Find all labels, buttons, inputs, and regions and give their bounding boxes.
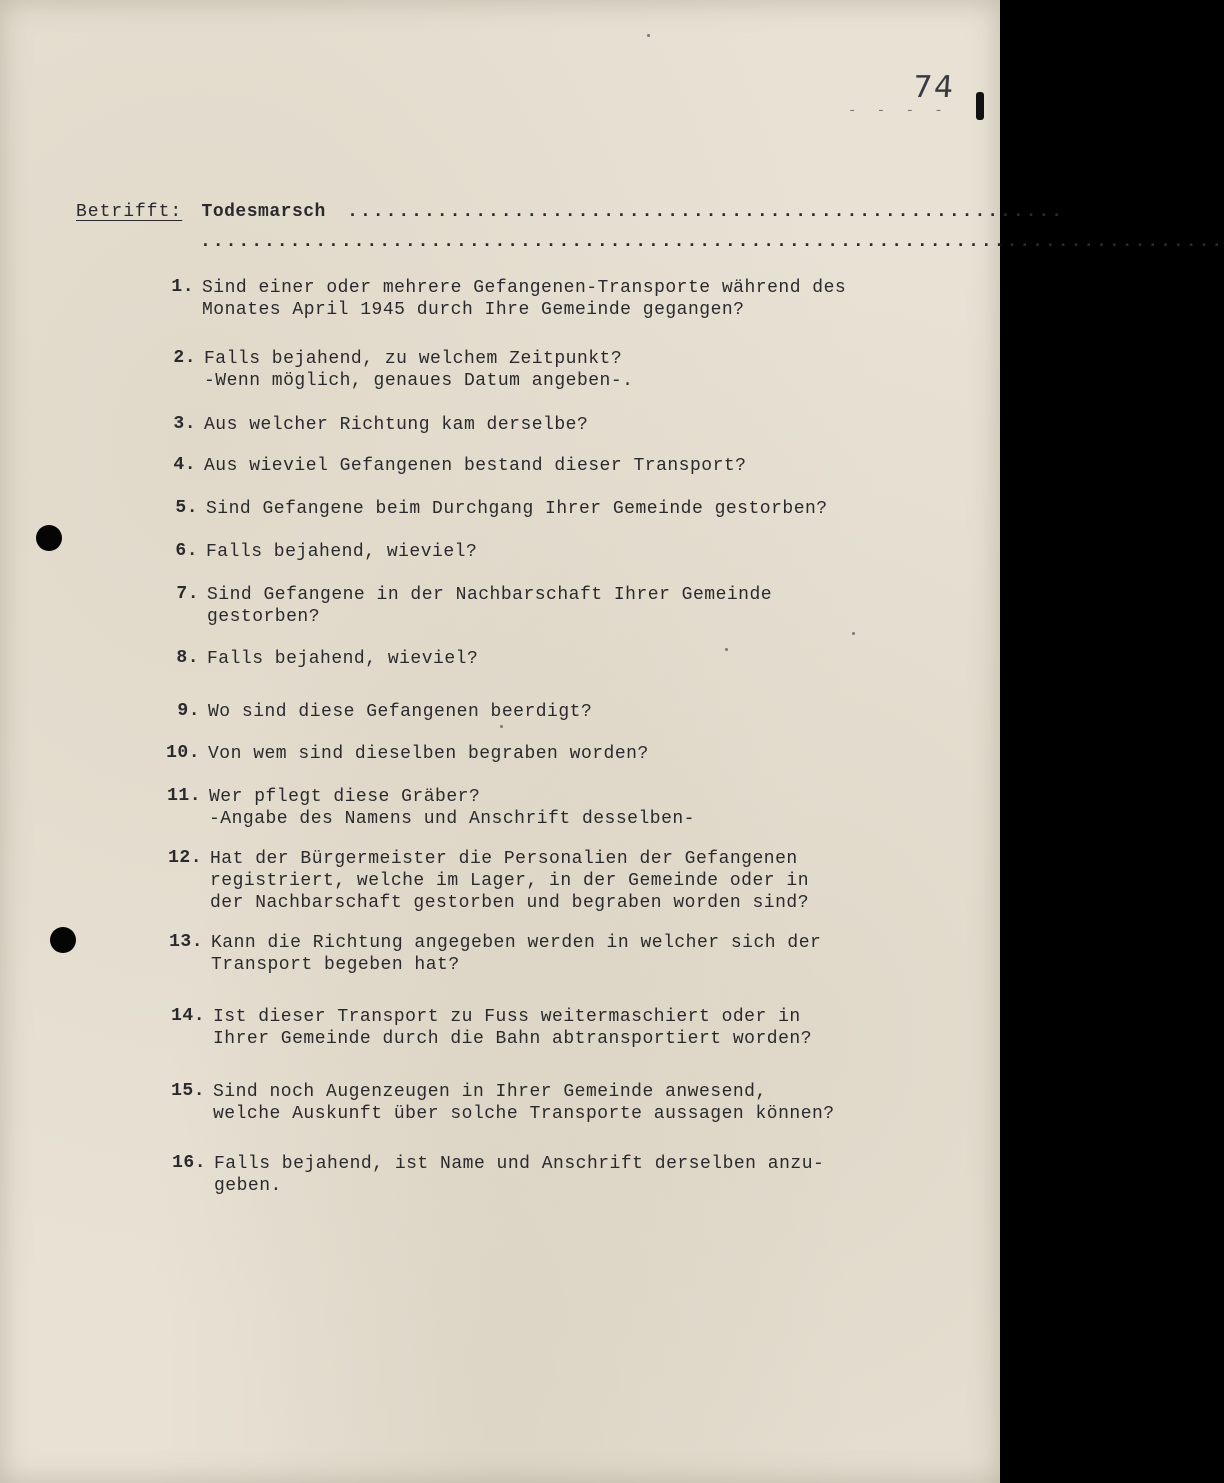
question-line: Falls bejahend, ist Name und Anschrift derselben anzu- bbox=[214, 1154, 825, 1174]
question-line: Falls bejahend, wieviel? bbox=[206, 542, 478, 562]
question-number: 1. bbox=[171, 277, 194, 297]
paper-speck bbox=[852, 632, 855, 635]
question-text bbox=[206, 498, 828, 520]
question-line: Aus wieviel Gefangenen bestand dieser Transport? bbox=[204, 456, 747, 476]
subject-value: Todesmarsch bbox=[201, 202, 326, 222]
question-line: geben. bbox=[214, 1176, 282, 1196]
question-line: Sind Gefangene beim Durchgang Ihrer Gemeinde gestorben? bbox=[206, 499, 828, 519]
question-number: 5. bbox=[175, 498, 198, 518]
subject-dots: ........................................................ bbox=[347, 202, 1065, 222]
question-text bbox=[208, 743, 649, 765]
question-line: Falls bejahend, zu welchem Zeitpunkt? bbox=[204, 349, 623, 369]
question-line: gestorben? bbox=[207, 607, 321, 627]
question-line: registriert, welche im Lager, in der Gemeinde oder in bbox=[210, 871, 809, 891]
question-line: Hat der Bürgermeister die Personalien der Gefangenen bbox=[210, 849, 798, 869]
question-line: Monates April 1945 durch Ihre Gemeinde gegangen? bbox=[202, 300, 745, 320]
question-number: 2. bbox=[173, 348, 196, 368]
question-number: 9. bbox=[177, 701, 200, 721]
subject-line bbox=[76, 202, 1064, 222]
question-number: 4. bbox=[173, 455, 196, 475]
question-line: der Nachbarschaft gestorben und begraben worden sind? bbox=[210, 893, 809, 913]
question-line: Sind noch Augenzeugen in Ihrer Gemeinde anwesend, bbox=[213, 1082, 767, 1102]
question-text bbox=[207, 648, 478, 670]
page-number-dashes: - - - - bbox=[848, 103, 949, 119]
question-line: Ihrer Gemeinde durch die Bahn abtransportiert worden? bbox=[213, 1029, 812, 1049]
question-line: Wo sind diese Gefangenen beerdigt? bbox=[208, 702, 593, 722]
question-number: 13. bbox=[169, 932, 203, 952]
question-line: Aus welcher Richtung kam derselbe? bbox=[204, 415, 589, 435]
question-number: 7. bbox=[176, 584, 199, 604]
punch-hole-top bbox=[36, 525, 62, 551]
question-line: welche Auskunft über solche Transporte aussagen können? bbox=[213, 1104, 835, 1124]
question-number: 12. bbox=[168, 848, 202, 868]
question-number: 8. bbox=[176, 648, 199, 668]
question-text bbox=[202, 277, 846, 321]
question-line: Falls bejahend, wieviel? bbox=[207, 649, 479, 669]
question-number: 15. bbox=[171, 1081, 205, 1101]
paper-speck bbox=[500, 725, 503, 728]
question-line: Sind einer oder mehrere Gefangenen-Transporte während des bbox=[202, 278, 847, 298]
question-line: Von wem sind dieselben begraben worden? bbox=[208, 744, 649, 764]
punch-hole-bottom bbox=[50, 927, 76, 953]
question-text bbox=[211, 932, 821, 976]
question-line: Wer pflegt diese Gräber? bbox=[209, 787, 481, 807]
question-number: 3. bbox=[173, 414, 196, 434]
question-text bbox=[206, 541, 477, 563]
question-text bbox=[210, 848, 809, 914]
edge-mark bbox=[976, 92, 984, 120]
question-text bbox=[204, 414, 588, 436]
question-text bbox=[209, 786, 695, 830]
page-number: 74 bbox=[911, 70, 957, 105]
question-text bbox=[204, 455, 746, 477]
question-text bbox=[204, 348, 633, 392]
question-line: -Wenn möglich, genaues Datum angeben-. bbox=[204, 371, 634, 391]
question-text bbox=[213, 1081, 835, 1125]
question-text bbox=[213, 1006, 812, 1050]
question-line: Transport begeben hat? bbox=[211, 955, 460, 975]
question-line: Ist dieser Transport zu Fuss weitermaschiert oder in bbox=[213, 1007, 801, 1027]
question-line: -Angabe des Namens und Anschrift desselben- bbox=[209, 809, 695, 829]
subject-label: Betrifft: bbox=[76, 202, 183, 222]
paper-speck bbox=[725, 648, 728, 651]
question-number: 10. bbox=[166, 743, 200, 763]
question-text bbox=[208, 701, 592, 723]
question-number: 11. bbox=[167, 786, 201, 806]
question-text bbox=[207, 584, 772, 628]
question-number: 6. bbox=[175, 541, 198, 561]
question-number: 16. bbox=[172, 1153, 206, 1173]
question-text bbox=[214, 1153, 824, 1197]
question-number: 14. bbox=[171, 1006, 205, 1026]
paper-speck bbox=[647, 34, 650, 37]
question-line: Kann die Richtung angegeben werden in welcher sich der bbox=[211, 933, 822, 953]
subject-dots-line: ................................................................................ bbox=[200, 232, 1224, 252]
question-line: Sind Gefangene in der Nachbarschaft Ihrer Gemeinde bbox=[207, 585, 773, 605]
